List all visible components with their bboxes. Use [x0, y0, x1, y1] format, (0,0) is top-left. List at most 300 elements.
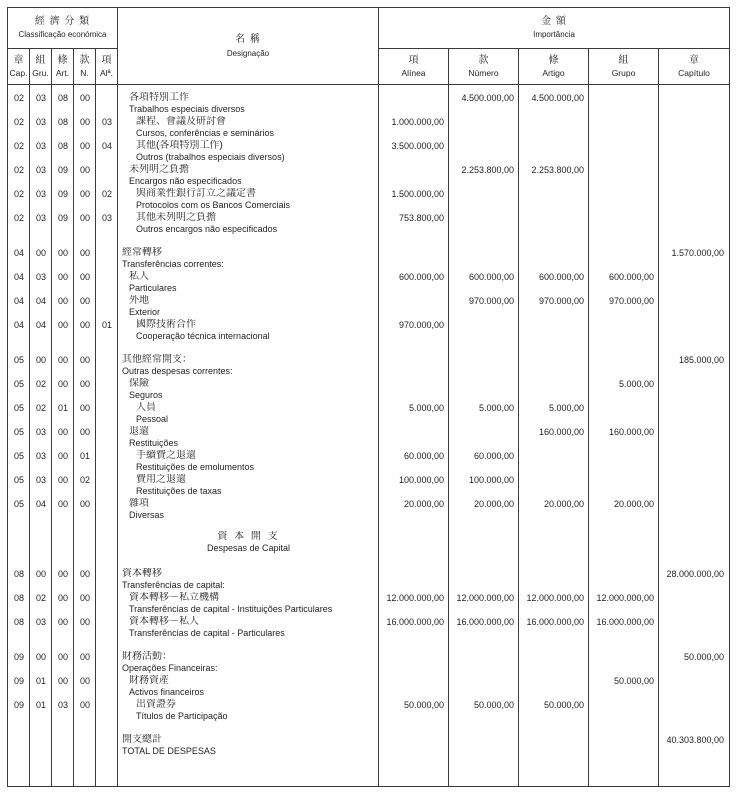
amount-cell: [589, 699, 659, 723]
class-col-gru-zh: 組: [35, 55, 46, 66]
class-col-n-zh: 款: [79, 55, 90, 66]
code-cell: [96, 498, 118, 522]
designation-zh: 出資證券: [136, 699, 176, 710]
column-divider: [29, 85, 30, 786]
designation-cell: [118, 378, 379, 402]
amount-cell: [659, 699, 729, 723]
amount-cell: [379, 247, 449, 271]
amount-cell: [519, 212, 589, 236]
amount-col-capitulo-zh: 章: [689, 55, 699, 66]
code-cell: [96, 271, 118, 295]
code-cell: [96, 354, 118, 378]
code-cell: 04: [13, 320, 24, 330]
amount-cell: [659, 188, 729, 212]
amount-cell: 60.000,00: [403, 451, 444, 461]
amount-cell: 50.000,00: [543, 700, 584, 710]
amount-col-numero-zh: 款: [478, 55, 489, 66]
designation-pt: Transferências de capital - Particulares: [129, 628, 285, 638]
amount-col-grupo-zh: 組: [618, 55, 629, 66]
amount-cell: [659, 140, 729, 164]
designation-zh: 外地: [129, 295, 149, 306]
code-cell: 00: [79, 248, 90, 258]
designation-zh: 雜項: [129, 498, 149, 509]
designation-pt: Diversas: [129, 510, 165, 520]
class-col-art-zh: 條: [57, 55, 68, 66]
designation-cell: [118, 699, 379, 723]
designation-zh: 保險: [129, 378, 149, 389]
designation-cell: [118, 402, 379, 426]
amount-cell: [449, 651, 519, 675]
class-col-al-pt: Alª.: [99, 68, 114, 78]
amount-cell: [449, 734, 519, 758]
code-cell: [96, 402, 118, 426]
amount-cell: 12.000.000,00: [596, 593, 654, 603]
designation-cell: [118, 188, 379, 212]
amount-col-header-grupo: [589, 49, 659, 84]
amount-cell: 20.000,00: [613, 499, 654, 509]
amount-cell: 12.000.000,00: [526, 593, 584, 603]
code-cell: 08: [57, 93, 68, 103]
code-cell: 02: [35, 379, 46, 389]
code-cell: 03: [35, 117, 46, 127]
designation-pt: Outras despesas correntes:: [122, 366, 233, 376]
code-cell: 08: [13, 593, 24, 603]
code-cell: 03: [35, 451, 46, 461]
class-col-al-zh: 項: [101, 55, 112, 66]
amount-cell: 50.000,00: [613, 676, 654, 686]
code-cell: 00: [57, 296, 68, 306]
code-cell: 00: [35, 248, 46, 258]
classification-header-pt: Classificação económica: [18, 30, 107, 39]
code-cell: 01: [35, 676, 46, 686]
designation-pt: Activos financeiros: [129, 687, 205, 697]
code-cell: 00: [57, 320, 68, 330]
code-cell: 00: [35, 652, 46, 662]
designation-pt: Restituições: [129, 438, 179, 448]
designation-cell: [118, 426, 379, 450]
code-cell: [52, 734, 74, 758]
designation-cell: [118, 92, 379, 116]
amount-cell: 16.000.000,00: [526, 617, 584, 627]
amount-cell: [379, 295, 449, 319]
code-cell: 00: [57, 499, 68, 509]
amount-cell: 600.000,00: [468, 272, 514, 282]
code-cell: [96, 450, 118, 474]
amount-col-capitulo-pt: Capítulo: [678, 68, 710, 78]
code-cell: 00: [79, 355, 90, 365]
amount-cell: [519, 675, 589, 699]
column-divider: [588, 85, 589, 786]
code-cell: 04: [35, 296, 46, 306]
code-cell: [96, 568, 118, 592]
amount-cell: 970.000,00: [468, 296, 514, 306]
amount-cell: [449, 354, 519, 378]
designation-zh: 手續費之退還: [136, 450, 196, 461]
designation-cell: [118, 116, 379, 140]
code-cell: 00: [35, 355, 46, 365]
code-cell: 00: [79, 403, 90, 413]
amount-cell: [589, 92, 659, 116]
amount-cell: [519, 354, 589, 378]
code-cell: 00: [57, 379, 68, 389]
code-cell: 03: [101, 117, 112, 127]
amount-cell: 970.000,00: [538, 296, 584, 306]
designation-pt: Operações Financeiras:: [122, 663, 218, 673]
designation-cell: [118, 450, 379, 474]
designation-pt: Seguros: [129, 390, 163, 400]
class-col-header-cap: [8, 49, 30, 84]
amount-cell: [659, 319, 729, 343]
code-cell: 00: [79, 427, 90, 437]
designation-zh: 課程、會議及研討會: [136, 116, 226, 127]
designation-zh: 人員: [136, 402, 156, 413]
amount-cell: [379, 426, 449, 450]
code-cell: 01: [79, 451, 90, 461]
code-cell: 03: [35, 213, 46, 223]
code-cell: 03: [57, 700, 68, 710]
code-cell: 04: [13, 248, 24, 258]
amount-cell: [589, 474, 659, 498]
amount-cell: 1.000.000,00: [391, 117, 444, 127]
code-cell: [96, 164, 118, 188]
amount-cell: 4.500.000,00: [461, 93, 514, 103]
code-cell: 09: [57, 213, 68, 223]
amount-cell: 2.253.800,00: [461, 165, 514, 175]
designation-zh: 資本轉移－私人: [129, 616, 199, 627]
code-cell: 00: [79, 379, 90, 389]
designation-cell: [118, 140, 379, 164]
designation-cell: [118, 651, 379, 675]
code-cell: [96, 616, 118, 640]
code-cell: 05: [13, 499, 24, 509]
class-col-header-n: [74, 49, 96, 84]
code-cell: 00: [57, 451, 68, 461]
amount-cell: [589, 212, 659, 236]
amount-cell: 4.500.000,00: [531, 93, 584, 103]
column-divider: [378, 85, 379, 786]
code-cell: 01: [57, 403, 68, 413]
designation-zh: 其他未列明之負擔: [136, 212, 216, 223]
designation-cell: [118, 212, 379, 236]
amount-cell: [519, 319, 589, 343]
designation-zh: 各項特別工作: [129, 92, 189, 103]
amount-cell: [589, 247, 659, 271]
code-cell: 01: [35, 700, 46, 710]
designation-cell: [118, 295, 379, 319]
amount-cell: [449, 319, 519, 343]
amount-cell: 160.000,00: [538, 427, 584, 437]
amount-cell: [589, 164, 659, 188]
amount-cell: [449, 426, 519, 450]
designation-cell: [118, 592, 379, 616]
amount-cell: 50.000,00: [403, 700, 444, 710]
code-cell: 00: [79, 676, 90, 686]
code-cell: 00: [79, 117, 90, 127]
amount-cell: 60.000,00: [473, 451, 514, 461]
amount-cell: [659, 378, 729, 402]
amount-cell: [659, 450, 729, 474]
class-col-gru-pt: Gru.: [32, 68, 49, 78]
code-cell: 00: [57, 569, 68, 579]
amount-cell: 100.000,00: [398, 475, 444, 485]
code-cell: [30, 734, 52, 758]
code-cell: 00: [79, 213, 90, 223]
amount-cell: [659, 212, 729, 236]
designation-pt: Exterior: [129, 307, 161, 317]
code-cell: 00: [79, 569, 90, 579]
column-divider: [117, 85, 118, 786]
code-cell: 01: [101, 320, 112, 330]
amount-cell: [589, 450, 659, 474]
amount-cell: [659, 116, 729, 140]
column-divider: [448, 85, 449, 786]
amount-cell: [519, 734, 589, 758]
class-col-header-al: [96, 49, 118, 84]
code-cell: [74, 734, 96, 758]
code-cell: 02: [35, 593, 46, 603]
code-cell: 08: [13, 617, 24, 627]
code-cell: 08: [13, 569, 24, 579]
amount-cell: 28.000.000,00: [666, 569, 724, 579]
amount-cell: 16.000.000,00: [596, 617, 654, 627]
code-cell: [96, 295, 118, 319]
designation-cell: [118, 474, 379, 498]
amount-cell: 5.000,00: [408, 403, 444, 413]
code-cell: 00: [57, 475, 68, 485]
amount-cell: [519, 474, 589, 498]
code-cell: 00: [35, 569, 46, 579]
amount-cell: 40.303.800,00: [666, 735, 724, 745]
code-cell: [96, 426, 118, 450]
column-divider: [658, 85, 659, 786]
code-cell: [96, 378, 118, 402]
designation-zh: 與商業性銀行訂立之議定書: [136, 188, 256, 199]
designation-cell: [118, 616, 379, 640]
amount-cell: [519, 116, 589, 140]
amount-cell: 753.800,00: [398, 213, 444, 223]
amount-cell: 600.000,00: [398, 272, 444, 282]
code-cell: 00: [57, 355, 68, 365]
classification-header-zh: 經 濟 分 類: [34, 16, 91, 27]
amount-cell: [449, 247, 519, 271]
amount-cell: 5.000,00: [548, 403, 584, 413]
code-cell: 04: [101, 141, 112, 151]
amount-cell: [589, 651, 659, 675]
amount-cell: 3.500.000,00: [391, 141, 444, 151]
amount-cell: [519, 188, 589, 212]
designation-zh: 財務資產: [129, 675, 169, 686]
amount-col-alinea-zh: 項: [408, 55, 419, 66]
designation-zh: 資本轉移－私立機構: [129, 592, 219, 603]
amount-cell: [449, 675, 519, 699]
code-cell: 00: [79, 320, 90, 330]
code-cell: 00: [79, 141, 90, 151]
code-cell: 08: [57, 141, 68, 151]
amount-cell: 20.000,00: [473, 499, 514, 509]
amount-cell: [379, 675, 449, 699]
column-divider: [95, 85, 96, 786]
code-cell: 00: [79, 93, 90, 103]
amount-cell: 600.000,00: [538, 272, 584, 282]
amount-cell: [659, 402, 729, 426]
amount-header: [379, 8, 729, 49]
expense-table: [7, 7, 730, 787]
amount-col-header-artigo: [519, 49, 589, 84]
amount-cell: 160.000,00: [608, 427, 654, 437]
designation-pt: Outros (trabalhos especiais diversos): [136, 152, 285, 162]
code-cell: 00: [57, 248, 68, 258]
column-divider: [518, 85, 519, 786]
designation-cell: [118, 498, 379, 522]
amount-cell: [659, 474, 729, 498]
class-col-header-art: [52, 49, 74, 84]
code-cell: 03: [35, 165, 46, 175]
code-cell: 05: [13, 451, 24, 461]
amount-cell: 100.000,00: [468, 475, 514, 485]
amount-cell: [449, 140, 519, 164]
designation-pt: Transferências de capital - Instituições Particulares: [129, 604, 333, 614]
designation-pt: Cursos, conferências e seminários: [136, 128, 275, 138]
designation-header: [118, 8, 379, 84]
code-cell: 03: [35, 617, 46, 627]
amount-col-grupo-pt: Grupo: [611, 68, 636, 78]
code-cell: 02: [13, 213, 24, 223]
code-cell: 03: [35, 475, 46, 485]
designation-pt: Transferências correntes:: [122, 259, 224, 269]
amount-cell: [519, 247, 589, 271]
designation-pt: Particulares: [129, 283, 177, 293]
amount-cell: 600.000,00: [608, 272, 654, 282]
code-cell: [96, 92, 118, 116]
code-cell: 02: [13, 141, 24, 151]
code-cell: 02: [101, 189, 112, 199]
code-cell: 04: [35, 320, 46, 330]
designation-zh: 資本轉移: [122, 568, 162, 579]
code-cell: [96, 474, 118, 498]
code-cell: 00: [79, 617, 90, 627]
code-cell: 05: [13, 355, 24, 365]
amount-cell: [379, 92, 449, 116]
code-cell: 00: [79, 593, 90, 603]
code-cell: 05: [13, 427, 24, 437]
amount-cell: 16.000.000,00: [386, 617, 444, 627]
code-cell: 00: [79, 700, 90, 710]
code-cell: 02: [79, 475, 90, 485]
designation-zh: 國際技術合作: [136, 319, 196, 330]
designation-cell: [118, 164, 379, 188]
designation-cell: [118, 319, 379, 343]
amount-cell: [589, 188, 659, 212]
code-cell: 09: [13, 676, 24, 686]
amount-cell: [589, 402, 659, 426]
code-cell: 09: [13, 700, 24, 710]
amount-cell: [659, 592, 729, 616]
amount-cell: 50.000,00: [473, 700, 514, 710]
designation-pt: Restituições de emolumentos: [136, 462, 255, 472]
amount-col-artigo-zh: 條: [548, 55, 559, 66]
amount-cell: [659, 498, 729, 522]
designation-pt: Transferências de capital:: [122, 580, 225, 590]
section-title-zh: 資 本 開 支: [217, 531, 280, 542]
code-cell: 00: [57, 676, 68, 686]
amount-cell: 2.253.800,00: [531, 165, 584, 175]
designation-zh: 未列明之負擔: [129, 164, 189, 175]
amount-cell: 1.500.000,00: [391, 189, 444, 199]
amount-col-alinea-pt: Alínea: [401, 68, 426, 78]
code-cell: 00: [57, 272, 68, 282]
amount-cell: 185.000,00: [678, 355, 724, 365]
amount-cell: 50.000,00: [683, 652, 724, 662]
designation-cell: [118, 271, 379, 295]
code-cell: [96, 734, 118, 758]
designation-zh: 其他經常開支：: [122, 354, 192, 365]
amount-col-artigo-pt: Artigo: [542, 68, 565, 78]
code-cell: [96, 651, 118, 675]
designation-cell: [118, 247, 379, 271]
amount-col-header-alinea: [379, 49, 449, 84]
section-title-pt: Despesas de Capital: [206, 543, 291, 553]
amount-cell: [659, 295, 729, 319]
designation-header-pt: Designação: [226, 48, 270, 58]
designation-pt: Outros encargos não especificados: [136, 224, 278, 234]
code-cell: [96, 592, 118, 616]
classification-header: [8, 8, 118, 49]
amount-cell: [589, 116, 659, 140]
amount-cell: [449, 568, 519, 592]
code-cell: [96, 675, 118, 699]
amount-cell: 12.000.000,00: [456, 593, 514, 603]
code-cell: 09: [57, 189, 68, 199]
table-body: [8, 85, 729, 786]
code-cell: 02: [35, 403, 46, 413]
amount-cell: [519, 450, 589, 474]
code-cell: 03: [35, 272, 46, 282]
designation-cell: [118, 568, 379, 592]
designation-zh: 開支總計: [122, 734, 162, 745]
designation-zh: 財務活動：: [122, 651, 172, 662]
amount-cell: [659, 675, 729, 699]
amount-cell: 5.000,00: [478, 403, 514, 413]
code-cell: 03: [101, 213, 112, 223]
code-cell: 05: [13, 475, 24, 485]
amount-cell: [379, 378, 449, 402]
code-cell: 00: [79, 189, 90, 199]
amount-cell: [449, 378, 519, 402]
amount-cell: [519, 651, 589, 675]
amount-cell: [659, 92, 729, 116]
code-cell: 02: [13, 189, 24, 199]
designation-pt: Títulos de Participação: [136, 711, 228, 721]
code-cell: 00: [57, 617, 68, 627]
designation-pt: Pessoal: [136, 414, 169, 424]
amount-cell: [449, 188, 519, 212]
amount-cell: [589, 734, 659, 758]
code-cell: 00: [57, 427, 68, 437]
code-cell: 04: [13, 296, 24, 306]
amount-header-zh: 金 額: [541, 16, 567, 27]
designation-pt: Encargos não especificados: [129, 176, 242, 186]
designation-cell: [118, 675, 379, 699]
amount-cell: 20.000,00: [403, 499, 444, 509]
amount-cell: [519, 378, 589, 402]
code-cell: 00: [79, 165, 90, 175]
amount-cell: [449, 116, 519, 140]
designation-pt: Restituições de taxas: [136, 486, 222, 496]
code-cell: 04: [35, 499, 46, 509]
designation-pt: Cooperação técnica internacional: [136, 331, 270, 341]
code-cell: 09: [57, 165, 68, 175]
designation-cell: [118, 734, 379, 758]
